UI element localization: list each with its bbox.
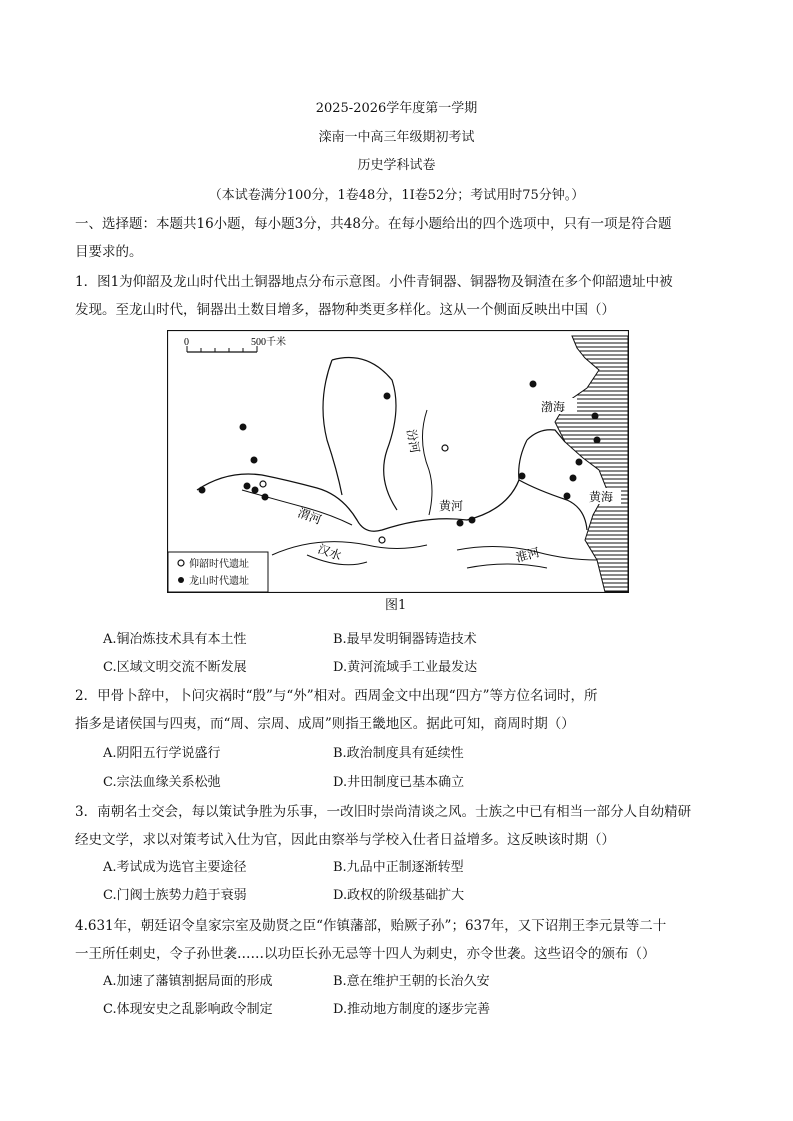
exam-note: （本试卷满分100分，1卷48分，1I卷52分；考试用时75分钟。） (208, 188, 585, 203)
figure-caption: 图1 (385, 598, 407, 613)
scale-zero-label: 0 (184, 337, 189, 348)
longshan-site (519, 473, 526, 480)
q3-option-d[interactable]: D.政权的阶级基础扩大 (333, 888, 465, 903)
legend-yangshao: 仰韶时代遗址 (189, 559, 249, 570)
q2-option-c[interactable]: C.宗法血缘关系松弛 (103, 775, 221, 790)
exam-subject: 历史学科试卷 (357, 158, 436, 173)
hanshui-label: 汉水 (315, 541, 344, 564)
huanghe-label: 黄河 (439, 499, 464, 513)
q1-option-a[interactable]: A.铜冶炼技术具有本土性 (103, 632, 247, 647)
q1-option-c[interactable]: C.区域文明交流不断发展 (103, 660, 247, 675)
longshan-site (457, 520, 464, 527)
huanghai-label: 黄海 (589, 490, 614, 504)
q2-option-a[interactable]: A.阴阳五行学说盛行 (103, 746, 221, 761)
q4-option-a[interactable]: A.加速了藩镇割据局面的形成 (103, 974, 273, 989)
bohai-label: 渤海 (541, 400, 566, 414)
longshan-site (570, 475, 577, 482)
q2-option-b[interactable]: B.政治制度具有延续性 (333, 746, 464, 761)
question-2-stem: 2．甲骨卜辞中，卜问灾祸时“殷”与“外”相对。西周金文中出现“四方”等方位名词时，所 (75, 688, 598, 704)
question-4-stem-cont: 一王所任刺史，令子孙世袭……以功臣长孙无忌等十四人为刺史，亦令世袭。这些诏令的颁布（） (75, 946, 656, 962)
yangshao-site (260, 481, 266, 487)
question-3-stem-cont: 经史文学，求以对策考试入仕为官，因此由察举与学校入仕者日益增多。这反映该时期（） (75, 832, 615, 848)
q3-option-b[interactable]: B.九品中正制逐渐转型 (333, 860, 464, 875)
q3-option-c[interactable]: C.门阀士族势力趋于衰弱 (103, 888, 247, 903)
longshan-site (469, 517, 476, 524)
exam-year: 2025-2026学年度第一学期 (315, 101, 478, 116)
longshan-site (251, 457, 258, 464)
q4-option-c[interactable]: C.体现安史之乱影响政令制定 (103, 1002, 273, 1017)
longshan-site (252, 487, 259, 494)
q1-option-b[interactable]: B.最早发明铜器铸造技术 (333, 632, 477, 647)
q4-option-b[interactable]: B.意在维护王朝的长治久安 (333, 974, 490, 989)
longshan-site (564, 493, 571, 500)
copper-site-map (167, 330, 629, 593)
weihe-label: 渭河 (295, 505, 324, 528)
longshan-site (594, 437, 601, 444)
q2-option-d[interactable]: D.井田制度已基本确立 (333, 775, 465, 790)
longshan-site (576, 459, 583, 466)
question-4-stem: 4.631年，朝廷诏令皇家宗室及勋贤之臣“作镇藩部，贻厥子孙”；637年，又下诏荆王李元景等二十 (75, 918, 667, 934)
question-1-stem-cont: 发现。至龙山时代，铜器出土数目增多，器物种类更多样化。这从一个侧面反映出中国（） (75, 302, 615, 318)
yangshao-site (442, 445, 448, 451)
q1-option-d[interactable]: D.黄河流域手工业最发达 (333, 660, 478, 675)
q4-option-d[interactable]: D.推动地方制度的逐步完善 (333, 1002, 491, 1017)
longshan-site (530, 381, 537, 388)
longshan-site (240, 424, 247, 431)
scale-500-label: 500千米 (251, 337, 286, 348)
longshan-site (199, 487, 206, 494)
longshan-site (592, 413, 599, 420)
section-instruction-cont: 目要求的。 (75, 244, 143, 260)
question-2-stem-cont: 指多是诸侯国与四夷，而“周、宗周、成周”则指王畿地区。据此可知，商周时期（） (75, 716, 575, 732)
longshan-site (244, 483, 251, 490)
section-instruction: 一、选择题：本题共16小题，每小题3分，共48分。在每小题给出的四个选项中，只有一项是符合题 (75, 216, 672, 232)
question-3-stem: 3．南朝名士交会，每以策试争胜为乐事，一改旧时崇尚清谈之风。士族之中已有相当一部分人自幼精研 (75, 804, 692, 820)
huaihe-label: 淮河 (514, 545, 541, 565)
legend-longshan: 龙山时代遗址 (189, 576, 249, 587)
longshan-site (384, 393, 391, 400)
longshan-site (262, 494, 269, 501)
yangshao-site (379, 537, 385, 543)
fenhe-label: 汾河 (404, 428, 423, 455)
question-1-stem: 1．图1为仰韶及龙山时代出土铜器地点分布示意图。小件青铜器、铜器物及铜渣在多个仰韶遗址中被 (75, 274, 673, 290)
exam-school: 滦南一中高三年级期初考试 (318, 130, 475, 145)
q3-option-a[interactable]: A.考试成为选官主要途径 (103, 860, 247, 875)
